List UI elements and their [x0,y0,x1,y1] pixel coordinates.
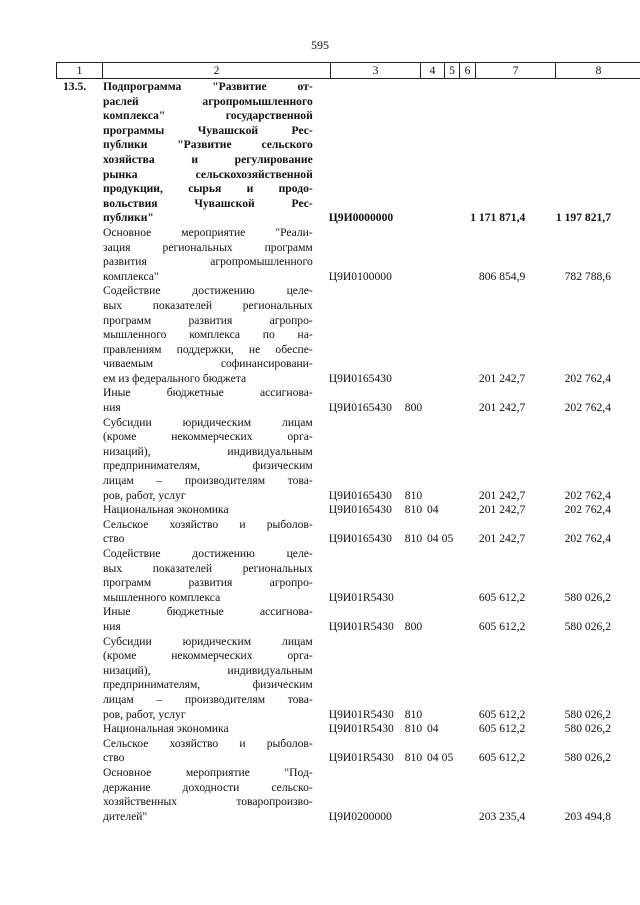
row-description [100,766,317,824]
description-line: ем из федерального бюджета [103,371,247,385]
description-line: комплекса" государственной [103,109,313,123]
amount-year-1: 605 612,2 [478,722,526,736]
amount-year-2: 202 762,4 [564,532,611,546]
row-description [100,80,317,226]
amount-year-1: 1 171 871,4 [470,211,526,225]
target-article-code: Ц9И0165430 [328,488,392,502]
description-line: зация региональных программ [103,240,313,254]
description-line: Национальная экономика [103,722,229,736]
row-number [56,518,100,547]
row-number [56,416,100,504]
description-line: хозяйства и регулирование [103,152,313,166]
table-row [56,226,613,284]
description-line: держание доходности сельско- [103,780,313,794]
target-article-code: Ц9И0165430 [328,532,392,546]
expense-type-code: 810 [404,488,423,502]
row-number [56,722,100,737]
description-line: Основное мероприятие "Реали- [103,225,313,239]
description-line: продукции, сырья и продо- [103,182,313,196]
target-article-code: Ц9И01R5430 [328,751,394,765]
column-header-table [56,62,640,79]
description-line: рынка сельскохозяйственной [103,167,313,181]
table-row [56,284,613,386]
description-line: низаций), индивидуальным [103,444,313,458]
amount-year-2: 202 762,4 [564,503,611,517]
page-number: 595 [311,38,329,52]
table-row [56,635,613,723]
column-header-2: 2 [103,63,331,79]
description-line: ния [103,401,121,415]
table-row [56,766,613,824]
column-header-6: 6 [460,63,476,79]
amount-year-2: 1 197 821,7 [555,211,611,225]
column-header-8: 8 [556,63,640,79]
amount-year-1: 201 242,7 [478,371,526,385]
target-article-code: Ц9И0000000 [328,211,394,225]
expense-type-code: 800 [404,401,423,415]
row-description [100,226,317,284]
description-line: вольствия Чувашской Рес- [103,196,313,210]
row-description [100,737,317,766]
column-header-4: 4 [421,63,445,79]
amount-year-2: 580 026,2 [564,707,611,721]
description-line: чиваемым софинансировани- [103,357,313,371]
amount-year-2: 202 762,4 [564,401,611,415]
description-line: программ развития агропро- [103,313,313,327]
amount-year-2: 580 026,2 [564,751,611,765]
row-number [56,737,100,766]
description-line: Национальная экономика [103,503,229,517]
amount-year-2: 202 762,4 [564,371,611,385]
target-article-code: Ц9И0165430 [328,401,392,415]
column-header-7: 7 [476,63,556,79]
target-article-code: Ц9И0100000 [328,269,392,283]
description-line: Сельское хозяйство и рыболов- [103,517,313,531]
description-line: ров, работ, услуг [103,707,186,721]
description-line: Иные бюджетные ассигнова- [103,386,313,400]
table-row [56,80,613,226]
description-line: мышленного комплекса по на- [103,328,313,342]
target-article-code: Ц9И0200000 [328,809,392,823]
section-code: 04 [426,532,439,546]
target-article-code: Ц9И0165430 [328,371,392,385]
description-line: Сельское хозяйство и рыболов- [103,736,313,750]
description-line: вых показателей региональных [103,298,313,312]
subsection-code: 05 [441,532,454,546]
target-article-code: Ц9И0165430 [328,503,392,517]
column-header-3: 3 [331,63,421,79]
expense-type-code: 810 [404,751,423,765]
row-description [100,635,317,723]
section-code: 04 [426,722,439,736]
expense-type-code: 800 [404,619,423,633]
amount-year-1: 806 854,9 [478,269,526,283]
row-description [100,386,317,415]
row-number [56,766,100,824]
description-line: мышленного комплекса [103,590,221,604]
table-row [56,416,613,504]
budget-table-body [56,80,613,824]
row-description [100,518,317,547]
amount-year-1: 605 612,2 [478,707,526,721]
table-row [56,547,613,605]
description-line: предпринимателям, физическим [103,459,313,473]
description-line: (кроме некоммерческих орга- [103,649,313,663]
description-line: ство [103,532,125,546]
amount-year-2: 580 026,2 [564,619,611,633]
description-line: дителей" [103,809,148,823]
amount-year-1: 605 612,2 [478,751,526,765]
row-number [56,386,100,415]
row-number [56,635,100,723]
description-line: низаций), индивидуальным [103,663,313,677]
row-number [56,226,100,284]
description-line: правлениям поддержки, не обеспе- [103,342,313,356]
target-article-code: Ц9И01R5430 [328,619,394,633]
description-line: вых показателей региональных [103,561,313,575]
description-line: ров, работ, услуг [103,488,186,502]
description-line: (кроме некоммерческих орга- [103,430,313,444]
row-number [56,503,100,518]
description-line: Содействие достижению целе- [103,547,313,560]
description-line: программ развития агропро- [103,576,313,590]
amount-year-1: 201 242,7 [478,532,526,546]
amount-year-1: 605 612,2 [478,619,526,633]
amount-year-1: 203 235,4 [478,809,526,823]
description-line: Содействие достижению целе- [103,284,313,298]
description-line: программы Чувашской Рес- [103,123,313,137]
description-line: комплекса" [103,269,159,283]
description-line: развития агропромышленного [103,255,313,269]
column-header-5: 5 [445,63,460,79]
amount-year-1: 201 242,7 [478,488,526,502]
table-row [56,503,613,518]
description-line: ния [103,619,121,633]
description-line: публики "Развитие сельского [103,138,313,152]
table-row [56,737,613,766]
description-line: публики" [103,211,154,225]
amount-year-2: 782 788,6 [564,269,611,283]
row-description [100,503,317,518]
description-line: лицам – производителям това- [103,692,313,706]
table-row [56,605,613,634]
column-header-1: 1 [57,63,103,79]
target-article-code: Ц9И01R5430 [328,722,394,736]
description-line: Иные бюджетные ассигнова- [103,605,313,619]
table-row [56,518,613,547]
amount-year-2: 580 026,2 [564,722,611,736]
section-code: 04 [426,503,439,517]
row-description [100,284,317,386]
amount-year-2: 202 762,4 [564,488,611,502]
row-number [56,547,100,605]
expense-type-code: 810 [404,532,423,546]
amount-year-2: 203 494,8 [564,809,611,823]
expense-type-code: 810 [404,722,423,736]
description-line: хозяйственных товаропроизво- [103,795,313,809]
description-line: раслей агропромышленного [103,94,313,108]
amount-year-1: 605 612,2 [478,590,526,604]
table-row [56,386,613,415]
description-line: Подпрограмма "Развитие от- [103,80,313,93]
description-line: Субсидии юридическим лицам [103,415,313,429]
row-description [100,722,317,737]
description-line: Субсидии юридическим лицам [103,634,313,648]
table-row [56,722,613,737]
section-code: 04 [426,751,439,765]
column-header-row [57,63,640,79]
target-article-code: Ц9И01R5430 [328,590,394,604]
description-line: ство [103,751,125,765]
row-number [56,284,100,386]
expense-type-code: 810 [404,503,423,517]
description-line: Основное мероприятие "Под- [103,765,313,779]
amount-year-1: 201 242,7 [478,503,526,517]
subsection-code: 05 [441,751,454,765]
row-description [100,416,317,504]
description-line: предпринимателям, физическим [103,678,313,692]
row-description [100,547,317,605]
target-article-code: Ц9И01R5430 [328,707,394,721]
row-number [56,605,100,634]
amount-year-2: 580 026,2 [564,590,611,604]
row-number: 13.5. [63,80,87,93]
row-description [100,605,317,634]
expense-type-code: 810 [404,707,423,721]
description-line: лицам – производителям това- [103,474,313,488]
amount-year-1: 201 242,7 [478,401,526,415]
